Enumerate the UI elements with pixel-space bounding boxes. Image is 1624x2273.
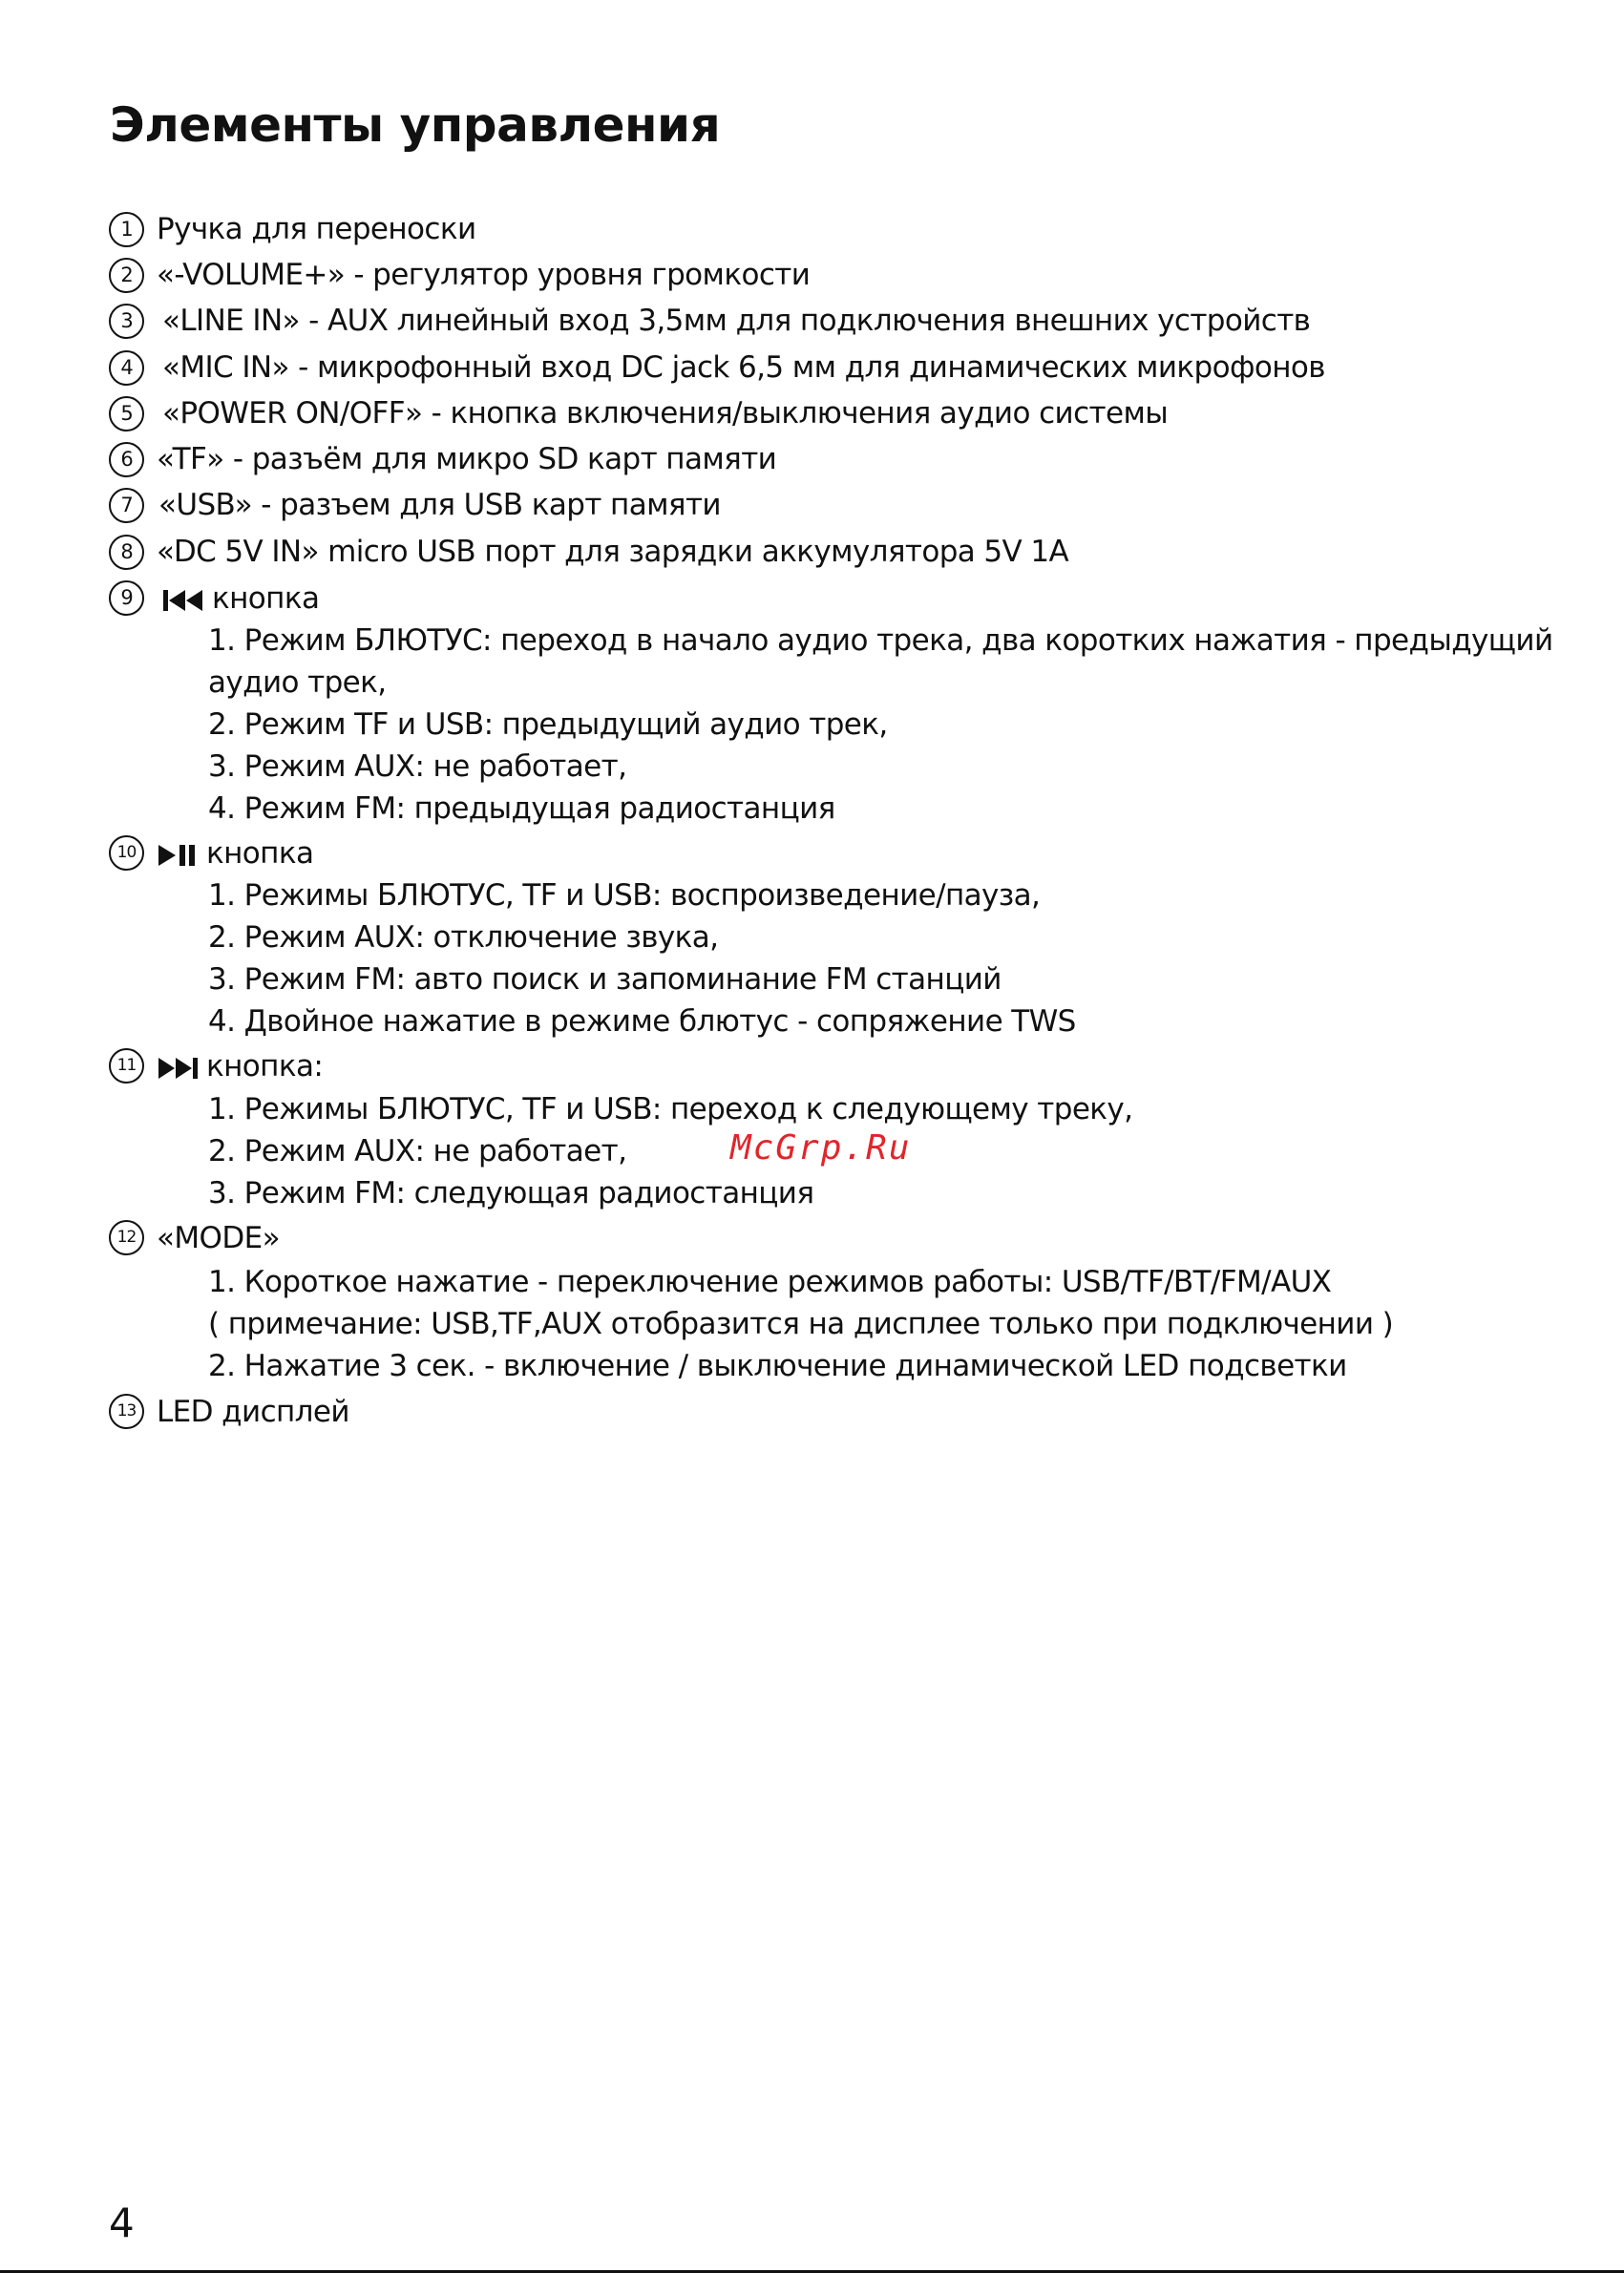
item-number: 5 — [109, 396, 144, 431]
list-item: «TF» - разъём для микро SD карт памяти — [157, 442, 777, 476]
list-item: «LINE IN» - AUX линейный вход 3,5мм для подключения внешних устройств — [162, 304, 1311, 338]
page-title: Элементы управления — [110, 97, 721, 153]
item-label: кнопка — [212, 581, 320, 616]
sub-item: 3. Режим FM: следующая радиостанция — [208, 1176, 814, 1210]
item-number: 9 — [109, 580, 144, 616]
sub-item: 2. Режим TF и USB: предыдущий аудио трек, — [208, 707, 888, 742]
sub-item: 3. Режим FM: авто поиск и запоминание FM станций — [208, 962, 1002, 997]
item-number: 3 — [109, 304, 144, 339]
item-number: 1 — [109, 212, 144, 247]
sub-item: 2. Режим AUX: не работает, — [208, 1134, 627, 1168]
list-item: «USB» - разъем для USB карт памяти — [158, 488, 721, 522]
item-label: кнопка — [206, 836, 314, 871]
item-number: 10 — [109, 835, 144, 871]
list-item — [162, 579, 319, 618]
sub-item: аудио трек, — [208, 665, 387, 700]
list-item: Ручка для переноски — [157, 212, 476, 246]
next-track-icon — [157, 1056, 200, 1081]
list-item: LED дисплей — [157, 1395, 349, 1429]
list-item: «MIC IN» - микрофонный вход DC jack 6,5 мм для динамических микрофонов — [162, 350, 1325, 385]
sub-item: 4. Двойное нажатие в режиме блютус - сопряжение TWS — [208, 1004, 1076, 1039]
sub-item: 1. Режимы БЛЮТУС, TF и USB: переход к следующему треку, — [208, 1092, 1133, 1126]
item-number: 12 — [109, 1220, 144, 1255]
play-pause-icon — [157, 843, 200, 868]
item-number: 6 — [109, 442, 144, 477]
list-item: «MODE» — [157, 1221, 280, 1255]
previous-track-icon — [162, 588, 206, 613]
item-number: 8 — [109, 535, 144, 570]
list-item: «POWER ON/OFF» - кнопка включения/выключения аудио системы — [162, 396, 1169, 431]
item-number: 13 — [109, 1394, 144, 1429]
sub-item: 3. Режим AUX: не работает, — [208, 749, 627, 784]
sub-item: 1. Режимы БЛЮТУС, TF и USB: воспроизведение/пауза, — [208, 878, 1041, 913]
item-number: 7 — [109, 488, 144, 523]
item-number: 2 — [109, 258, 144, 293]
sub-item: 1. Режим БЛЮТУС: переход в начало аудио трека, два коротких нажатия - предыдущий — [208, 623, 1553, 658]
list-item: «-VOLUME+» - регулятор уровня громкости — [157, 258, 811, 292]
sub-item: 2. Режим AUX: отключение звука, — [208, 920, 719, 955]
sub-item: 4. Режим FM: предыдущая радиостанция — [208, 791, 835, 826]
item-number: 4 — [109, 350, 144, 386]
watermark: McGrp.Ru — [730, 1128, 912, 1168]
item-number: 11 — [109, 1048, 144, 1084]
item-label: кнопка: — [206, 1049, 324, 1084]
sub-item: ( примечание: USB,TF,AUX отобразится на дисплее только при подключении ) — [208, 1307, 1394, 1341]
list-item — [157, 834, 313, 873]
page-number: 4 — [109, 2199, 135, 2246]
sub-item: 2. Нажатие 3 сек. - включение / выключение динамической LED подсветки — [208, 1349, 1347, 1383]
list-item: «DC 5V IN» micro USB порт для зарядки аккумулятора 5V 1A — [157, 535, 1069, 569]
sub-item: 1. Короткое нажатие - переключение режимов работы: USB/TF/BT/FM/AUX — [208, 1265, 1332, 1299]
list-item — [157, 1047, 323, 1085]
